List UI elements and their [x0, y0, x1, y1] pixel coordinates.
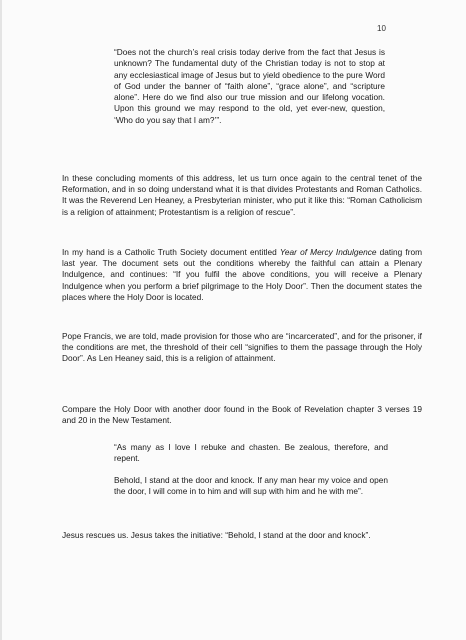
paragraph-holy-door: Compare the Holy Door with another door found in the Book of Revelation chapter 3 verses 19 and 20 in the New Testament.	[62, 404, 422, 426]
paragraph-indulgence-intro: In my hand is a Catholic Truth Society document entitled	[62, 247, 280, 257]
scan-edge	[0, 0, 2, 640]
paragraph-indulgence	[62, 247, 422, 303]
block-quote-revelation-verse-19: “As many as I love I rebuke and chasten. Be zealous, therefore, and repent.	[114, 442, 388, 464]
paragraph-pope-francis: Pope Francis, we are told, made provision for those who are “incarcerated”, and for the prisoner, if the conditions are met, the threshold of their cell “signifies to them the passage through the Holy Door”. As Len Heaney said, this is a religion of attainment.	[62, 331, 422, 364]
page-number: 10	[377, 24, 386, 33]
paragraph-jesus-rescues: Jesus rescues us. Jesus takes the initiative: “Behold, I stand at the door and knock”.	[62, 530, 371, 540]
document-title: Year of Mercy Indulgence	[279, 247, 377, 257]
paragraph-reformation: In these concluding moments of this address, let us turn once again to the central tenet of the Reformation, and in so doing understand what it is that divides Protestants and Roman Catholics. It was the Reverend Len Heaney, a Presbyterian minister, who put it like this: “Roman Catholicism is a religion of attainment; Protestantism is a religion of rescue”.	[62, 173, 422, 217]
paragraph-indulgence-body: dating from last year. The document sets out the conditions whereby the faithful can attain a Plenary Indulgence, and continues: “If you fulfil the above conditions, you will receive a Plenary Indulgence when you perform a brief pilgrimage to the Holy Door”. Then the document states the places where the Holy Door is located.	[62, 247, 423, 302]
block-quote-revelation-verse-20: Behold, I stand at the door and knock. If any man hear my voice and open the door, I will come in to him and will sup with him and he with me”.	[114, 475, 388, 497]
block-quote-opening: “Does not the church’s real crisis today derive from the fact that Jesus is unknown? The fundamental duty of the Christian today is not to stop at any ecclesiastical image of Jesus but to yield obedience to the pure Word of God under the banner of “faith alone”, “grace alone”, and “scripture alone”. Here do we find also our true mission and our lifelong vocation. Upon this ground we may respond to the old, yet ever-new, question, ‘Who do you say that I am?’”.	[114, 47, 385, 125]
